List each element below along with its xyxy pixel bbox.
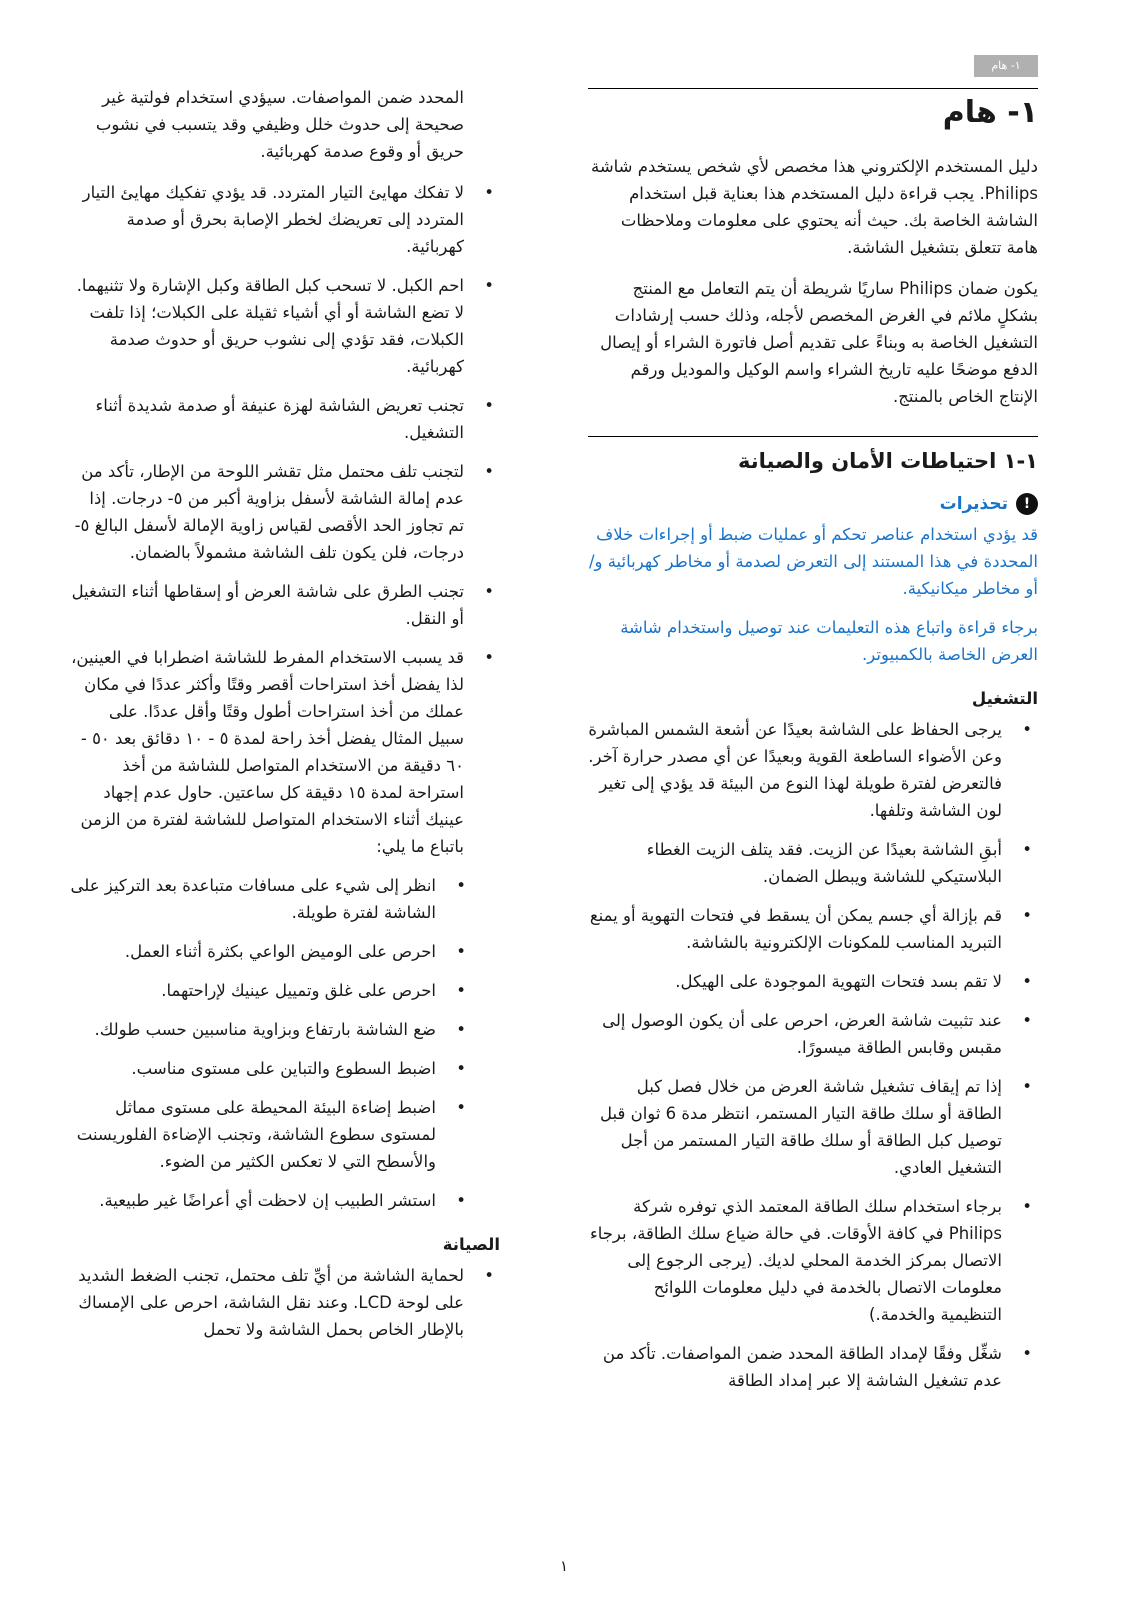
safety-list <box>70 179 500 860</box>
warning-paragraph: قد يؤدي استخدام عناصر تحكم أو عمليات ضبط أو إجراءات خلاف المحددة في هذا المستند إلى التعرض لصدمة أو مخاطر كهربائية و/أو مخاطر ميكانيكية. <box>588 525 1038 598</box>
warning-icon: ! <box>1016 493 1038 515</box>
left-column <box>70 84 500 1355</box>
maintenance-title: الصيانة <box>442 1235 500 1254</box>
eye-care-list <box>70 872 500 1214</box>
page-number: ١ <box>559 1557 569 1575</box>
list-item: • لا تفكك مهايئ التيار المتردد. قد يؤدي تفكيك مهايئ التيار المتردد إلى تعريضك لخطر الإصابة بحرق أو صدمة كهربائية. <box>70 179 500 260</box>
list-item: • تجنب الطرق على شاشة العرض أو إسقاطها أثناء التشغيل أو النقل. <box>70 578 500 632</box>
warning-paragraph: برجاء قراءة واتباع هذه التعليمات عند توصيل واستخدام شاشة العرض الخاصة بالكمبيوتر. <box>620 618 1038 664</box>
section-title: ١-١ احتياطات الأمان والصيانة <box>738 449 1038 473</box>
continuation-paragraph: المحدد ضمن المواصفات. سيؤدي استخدام فولتية غير صحيحة إلى حدوث خلل وظيفي وقد يتسبب في نشوب حريق أو وقوع صدمة كهربائية. <box>95 88 464 161</box>
operation-title: التشغيل <box>971 689 1038 708</box>
operation-list <box>588 716 1038 1394</box>
list-item: • عند تثبيت شاشة العرض، احرص على أن يكون الوصول إلى مقبس وقابس الطاقة ميسورًا. <box>588 1007 1038 1061</box>
list-item: • قم بإزالة أي جسم يمكن أن يسقط في فتحات التهوية أو يمنع التبريد المناسب للمكونات الإلكترونية بالشاشة. <box>588 902 1038 956</box>
chapter-header-tag: ١- هام <box>974 55 1038 77</box>
list-item: • يرجى الحفاظ على الشاشة بعيدًا عن أشعة الشمس المباشرة وعن الأضواء الساطعة القوية وبعيدًا عن أي مصدر حرارة آخر. فالتعرض لفترة طويلة لهذا النوع من البيئة قد يؤدي إلى تغير لون الشاشة وتلفها. <box>588 716 1038 824</box>
intro-paragraph: يكون ضمان Philips ساريًا شريطة أن يتم التعامل مع المنتج بشكلٍ ملائم في الغرض المخصص لأجله، وذلك حسب إرشادات التشغيل الخاصة به وبناءً على تقديم أصل فاتورة الشراء أو إيصال الدفع موضحًا عليه تاريخ الشراء واسم الوكيل والموديل ورقم الإنتاج الخاص بالمنتج. <box>600 279 1038 406</box>
list-item: • انظر إلى شيء على مسافات متباعدة بعد التركيز على الشاشة لفترة طويلة. <box>70 872 472 926</box>
list-item: • لتجنب تلف محتمل مثل تقشر اللوحة من الإطار، تأكد من عدم إمالة الشاشة لأسفل بزاوية أكبر من ٥- درجات. إذا تم تجاوز الحد الأقصى لقياس زاوية الإمالة لأسفل البالغ ٥- درجات، فلن يكون تلف الشاشة مشمولاً بالضمان. <box>70 458 500 566</box>
list-item: • شغِّل وفقًا لإمداد الطاقة المحدد ضمن المواصفات. تأكد من عدم تشغيل الشاشة إلا عبر إمداد الطاقة <box>588 1340 1038 1394</box>
list-item: • اضبط السطوع والتباين على مستوى مناسب. <box>70 1055 472 1082</box>
list-item: • احرص على غلق وتمييل عينيك لإراحتهما. <box>70 977 472 1004</box>
warning-heading <box>588 493 1038 515</box>
list-item: • ضع الشاشة بارتفاع وبزاوية مناسبين حسب طولك. <box>70 1016 472 1043</box>
chapter-rule <box>588 88 1038 89</box>
section-rule <box>588 436 1038 437</box>
warning-title: تحذيرات <box>939 494 1008 514</box>
list-item: • احم الكبل. لا تسحب كبل الطاقة وكبل الإشارة ولا تثنيهما. لا تضع الشاشة أو أي أشياء ثقيلة على الكبلات؛ إذا تلفت الكبلات، فقد تؤدي إلى نشوب حريق أو حدوث صدمة كهربائية. <box>70 272 500 380</box>
list-item: • احرص على الوميض الواعي بكثرة أثناء العمل. <box>70 938 472 965</box>
intro-paragraph: دليل المستخدم الإلكتروني هذا مخصص لأي شخص يستخدم شاشة Philips. يجب قراءة دليل المستخدم هذا بعناية قبل استخدام الشاشة الخاصة بك. حيث أنه يحتوي على معلومات وملاحظات هامة تتعلق بتشغيل الشاشة. <box>590 157 1038 257</box>
list-item: • أبقِ الشاشة بعيدًا عن الزيت. فقد يتلف الزيت الغطاء البلاستيكي للشاشة ويبطل الضمان. <box>588 836 1038 890</box>
list-item: • استشر الطبيب إن لاحظت أي أعراضًا غير طبيعية. <box>70 1187 472 1214</box>
list-item: • برجاء استخدام سلك الطاقة المعتمد الذي توفره شركة Philips في كافة الأوقات. في حالة ضياع سلك الطاقة، برجاء الاتصال بمركز الخدمة المحلي لديك. (يرجى الرجوع إلى معلومات الاتصال بالخدمة في دليل معلومات اللوائح التنظيمية والخدمة.) <box>588 1193 1038 1328</box>
maintenance-list <box>70 1262 500 1343</box>
list-item: • إذا تم إيقاف تشغيل شاشة العرض من خلال فصل كبل الطاقة أو سلك طاقة التيار المستمر، انتظر مدة 6 ثوان قبل توصيل كبل الطاقة أو سلك طاقة التيار المستمر من أجل التشغيل العادي. <box>588 1073 1038 1181</box>
list-item: • اضبط إضاءة البيئة المحيطة على مستوى مماثل لمستوى سطوع الشاشة، وتجنب الإضاءة الفلوريسنت والأسطح التي لا تعكس الكثير من الضوء. <box>70 1094 472 1175</box>
list-item: • لحماية الشاشة من أيِّ تلف محتمل، تجنب الضغط الشديد على لوحة LCD. وعند نقل الشاشة، احرص على الإمساك بالإطار الخاص بحمل الشاشة ولا تحمل <box>70 1262 500 1343</box>
right-column <box>588 88 1038 1406</box>
list-item: • تجنب تعريض الشاشة لهزة عنيفة أو صدمة شديدة أثناء التشغيل. <box>70 392 500 446</box>
chapter-title: ١- هام <box>942 95 1038 130</box>
list-item: • قد يسبب الاستخدام المفرط للشاشة اضطرابا في العينين، لذا يفضل أخذ استراحات أقصر وقتًا وأكثر عددًا في مكان عملك من أخذ استراحات أطول وقتًا وأقل عددًا. على سبيل المثال يفضل أخذ راحة لمدة ٥ - ١٠ دقائق بعد ٥٠ - ٦٠ دقيقة من الاستخدام المتواصل للشاشة من أخذ استراحة لمدة ١٥ دقيقة كل ساعتين. حاول عدم إجهاد عينيك أثناء الاستخدام المتواصل للشاشة لفترة من الزمن باتباع ما يلي: <box>70 644 500 860</box>
list-item: • لا تقم بسد فتحات التهوية الموجودة على الهيكل. <box>588 968 1038 995</box>
